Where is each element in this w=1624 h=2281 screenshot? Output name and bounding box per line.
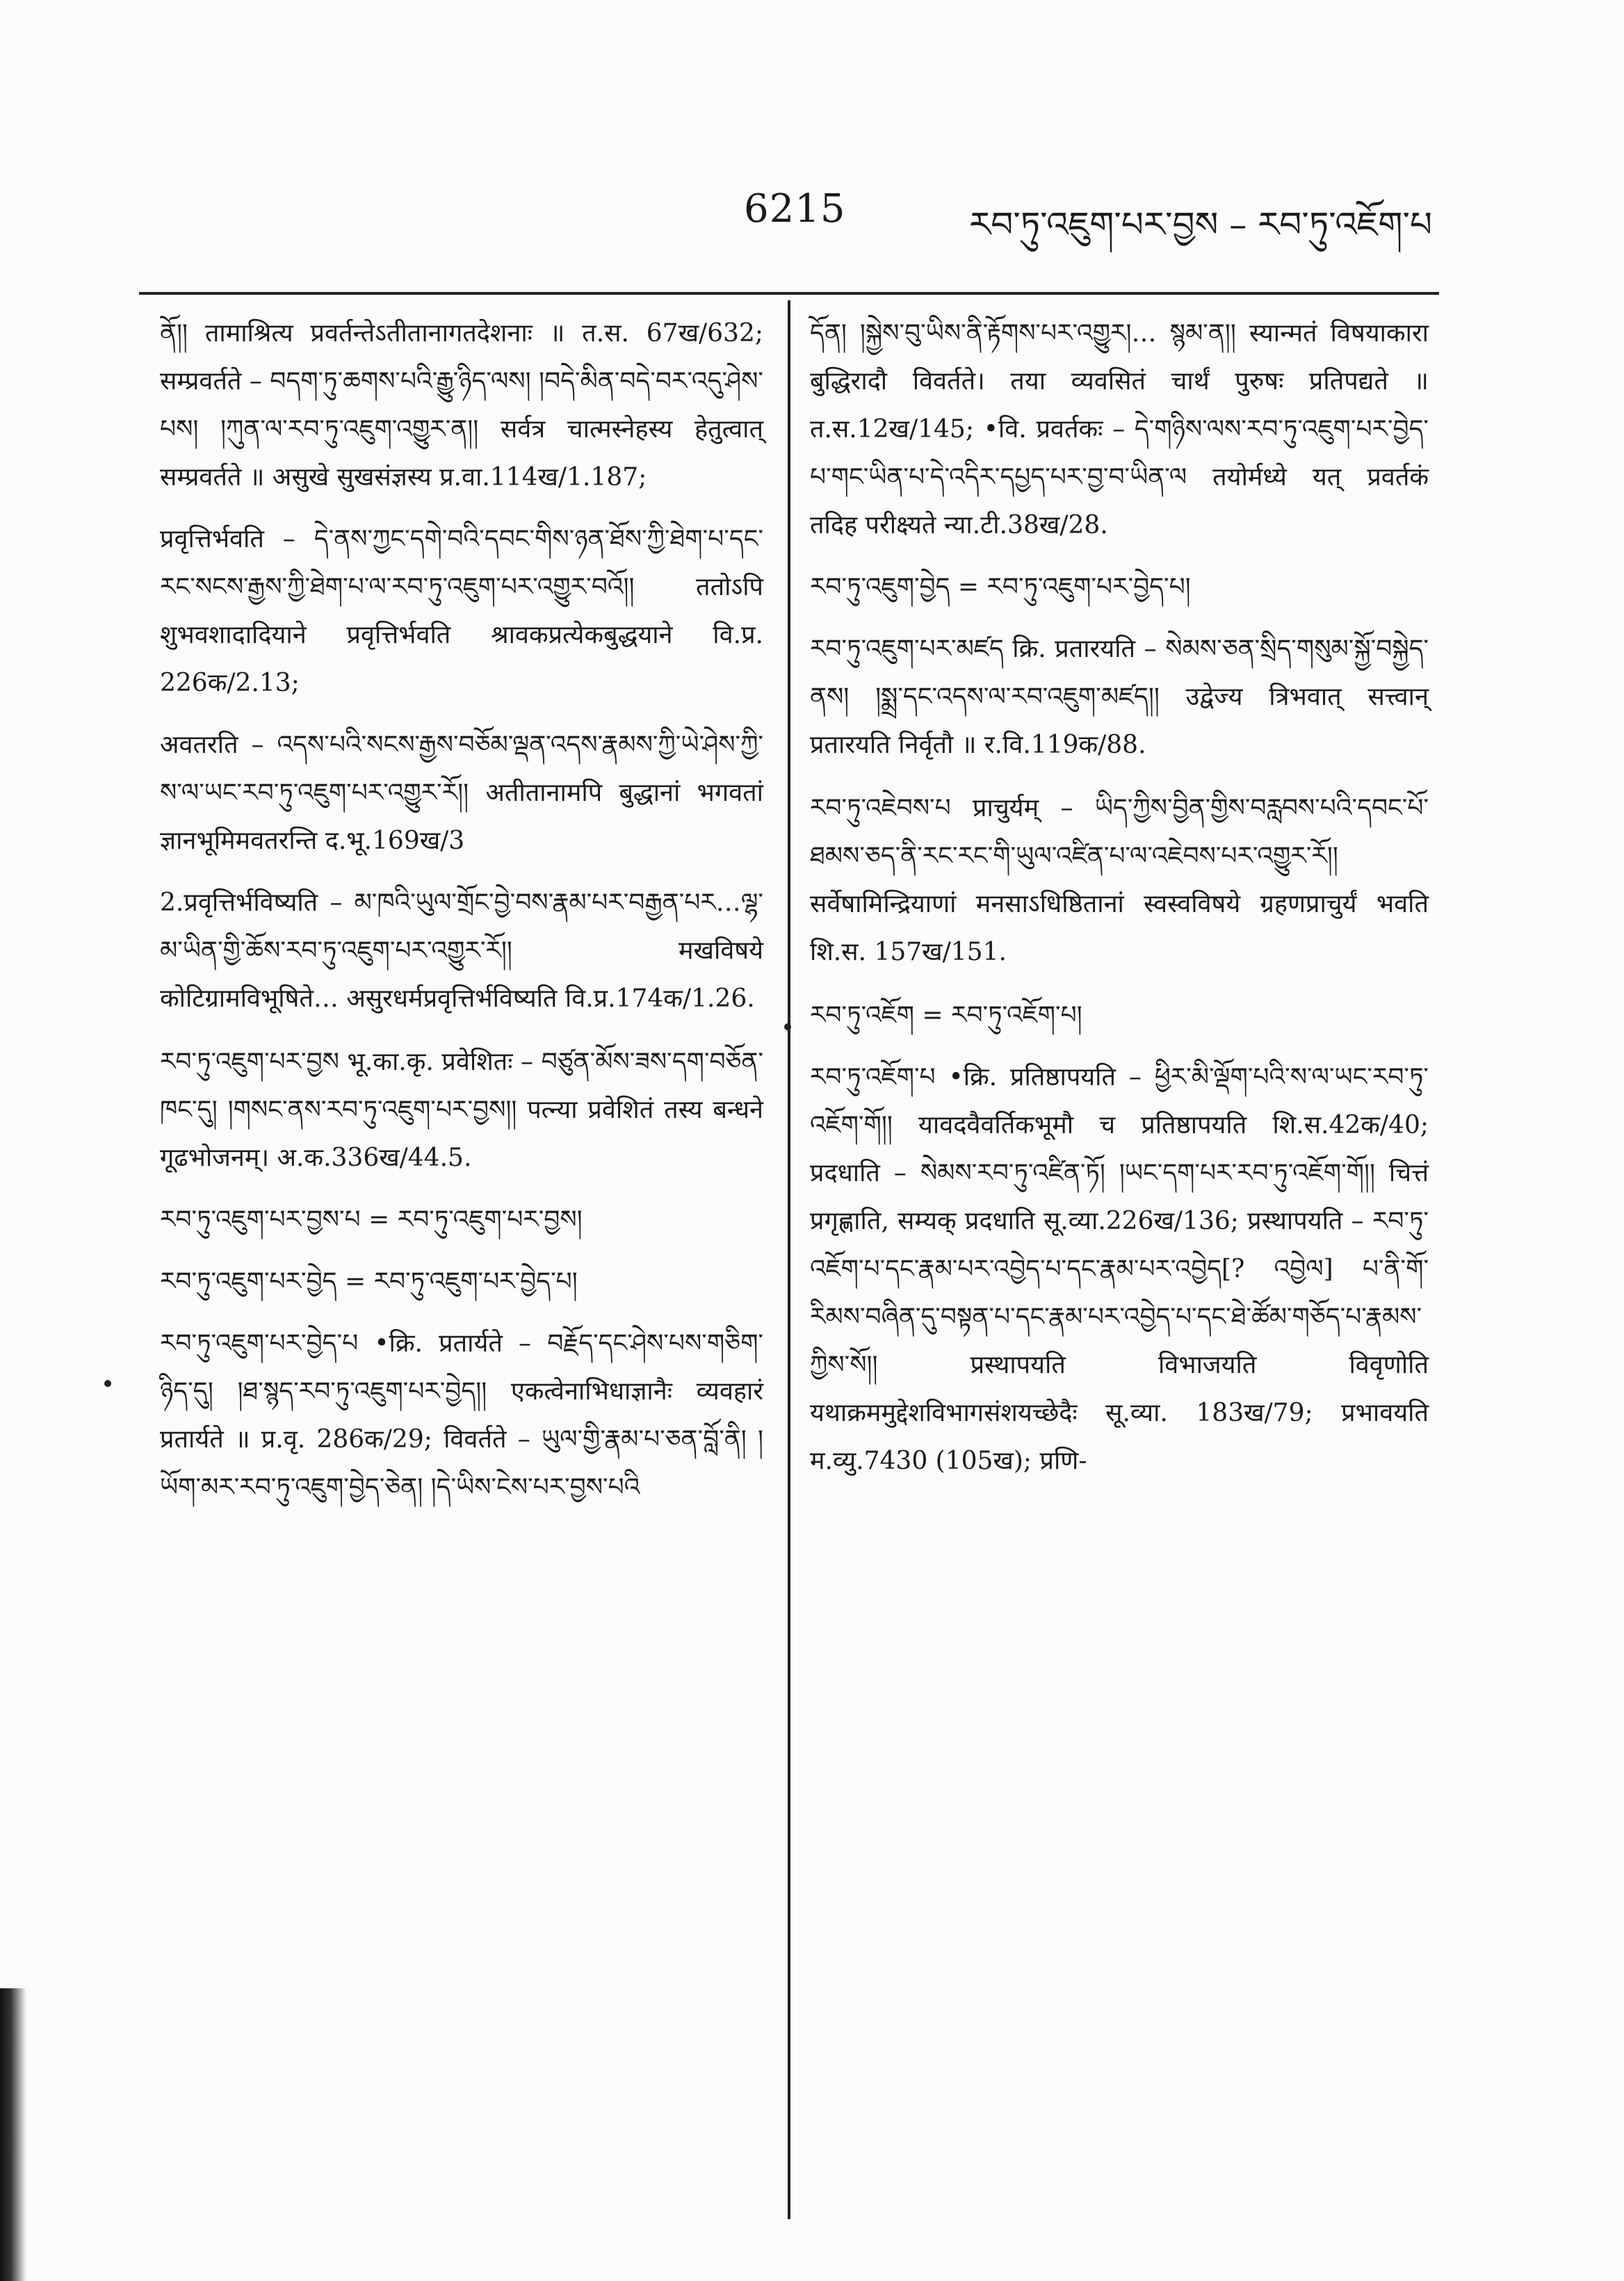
dictionary-entry: དོན། །སྐྱེས་བུ་ཡིས་ནི་རྟོགས་པར་འགྱུར།… སྙམ་ན།། स्यान्मतं विषयाकारा बुद्धिरादौ विवर्तते। तया व्यवसितं चार्थं पुरुषः प्रतिपद्यते ॥ त.स.12ख/145; •वि. प्रवर्तकः – དེ་གཉིས་ལས་རབ་ཏུ་འཇུག་པར་བྱེད་པ་གང་ཡིན་པ་དེ་འདིར་དཔྱད་པར་བྱ་བ་ཡིན་ལ तयोर्मध्ये यत् प्रवर्तकं तदिह परीक्ष्यते न्या.टी.38ख/28.	[810, 319, 1429, 539]
cross-reference-entry: རབ་ཏུ་འཇུག་པར་བྱས་པ = རབ་ཏུ་འཇུག་པར་བྱས།	[160, 1206, 583, 1234]
dictionary-entry: རབ་ཏུ་འཇུག་པར་བྱེད་པ •क्रि. प्रतार्यते – བརྗོད་དང་ཤེས་པས་གཅིག་ཉིད་དུ། །ཐ་སྙད་རབ་ཏུ་འཇུག་པར་བྱེད།། एकत्वेनाभिधाज्ञानैः व्यवहारं प्रतार्यते ॥ प्र.वृ. 286क/29; विवर्तते – ཡུལ་གྱི་རྣམ་པ་ཅན་བློ་ནི། །ཡོག་མར་རབ་ཏུ་འཇུག་བྱེད་ཅེན། །དེ་ཡིས་ངེས་པར་བྱས་པའི	[160, 1329, 763, 1502]
column-divider	[788, 300, 790, 2219]
header-rule	[139, 292, 1439, 295]
page-number: 6215	[744, 186, 846, 232]
dictionary-entry: རབ་ཏུ་འཇུག་པར་བྱས भू.का.कृ. प्रवेशितः – བཙུན་མོས་ཟས་དག་བཅོན་ཁང་དུ། །གསང་ནས་རབ་ཏུ་འཇུག་པར་བྱས།། पत्न्या प्रवेशितं तस्य बन्धने गूढभोजनम्। अ.क.336ख/44.5.	[160, 1048, 763, 1172]
cross-reference-entry: རབ་ཏུ་འཇུག་བྱེད = རབ་ཏུ་འཇུག་པར་བྱེད་པ།	[810, 573, 1191, 601]
entry-bullet-mark	[104, 1380, 111, 1387]
dictionary-entry: རབ་ཏུ་འཇེབས་པ प्राचुर्यम् – ཡིད་ཀྱིས་བྱིན་གྱིས་བརླབས་པའི་དབང་པོ་ཐམས་ཅད་ནི་རང་རང་གི་ཡུལ་འཛིན་པ་ལ་འཇེབས་པར་འགྱུར་རོ།། सर्वेषामिन्द्रियाणां मनसाऽधिष्ठितानां स्वस्वविषये ग्रहणप्राचुर्यं भवति शि.स. 157ख/151.	[810, 794, 1429, 966]
cross-reference-entry: རབ་ཏུ་འཇུག་པར་བྱེད = རབ་ཏུ་འཇུག་པར་བྱེད་པ།	[160, 1267, 578, 1296]
dictionary-entry: རབ་ཏུ་འཇོག་པ •क्रि. प्रतिष्ठापयति – ཕྱིར་མི་ལྡོག་པའི་ས་ལ་ཡང་རབ་ཏུ་འཇོག་གོ།། यावदवैवर्तिकभूमौ च प्रतिष्ठापयति शि.स.42क/40; प्रदधाति – སེམས་རབ་ཏུ་འཛིན་ཏོ། །ཡང་དག་པར་རབ་ཏུ་འཇོག་གོ།། चित्तं प्रगृह्णाति, सम्यक् प्रदधाति सू.व्या.226ख/136; प्रस्थापयति – རབ་ཏུ་འཇོག་པ་དང་རྣམ་པར་འབྱེད་པ་དང་རྣམ་པར་འབྱེད[? འབྱེལ] པ་ནི་གོ་རིམས་བཞིན་དུ་བསྟན་པ་དང་རྣམ་པར་འབྱེད་པ་དང་ཐེ་ཚོམ་གཅོད་པ་རྣམས་ཀྱིས་སོ།། प्रस्थापयति विभाजयति विवृणोति यथाक्रममुद्देशविभागसंशयच्छेदैः सू.व्या. 183ख/79; प्रभावयति म.व्यु.7430 (105ख); प्रणि-	[810, 1063, 1429, 1475]
dictionary-entry: प्रवृत्तिर्भवति – དེ་ནས་ཀྱང་དགེ་བའི་དབང་གིས་ཉན་ཐོས་ཀྱི་ཐེག་པ་དང་རང་སངས་རྒྱས་ཀྱི་ཐེག་པ་ལ་རབ་ཏུ་འཇུག་པར་འགྱུར་བའོ།། ततोऽपि शुभवशादादियाने प्रवृत्तिर्भवति श्रावकप्रत्येकबुद्धयाने वि.प्र. 226क/2.13;	[160, 525, 763, 697]
right-column	[810, 309, 1429, 1499]
running-head: རབ་ཏུ་འཇུག་པར་བྱས – རབ་ཏུ་འཇོག་པ	[969, 204, 1432, 245]
scan-edge-shadow	[0, 1988, 26, 2281]
dictionary-entry: ནོ།། तामाश्रित्य प्रवर्तन्तेऽतीतानागतदेशनाः ॥ त.स. 67ख/632; सम्प्रवर्तते – བདག་ཏུ་ཆགས་པའི་རྒྱུ་ཉིད་ལས། །བདེ་མིན་བདེ་བར་འདུ་ཤེས་པས། །ཀུན་ལ་རབ་ཏུ་འཇུག་འགྱུར་ན།། सर्वत्र चात्मस्नेहस्य हेतुत्वात् सम्प्रवर्तते ॥ असुखे सुखसंज्ञस्य प्र.वा.114ख/1.187;	[160, 319, 763, 492]
dictionary-entry: རབ་ཏུ་འཇུག་པར་མཛད क्रि. प्रतारयति – སེམས་ཅན་སྲིད་གསུམ་སྐྱོ་བསྐྱེད་ནས། །སྨྲ་དང་འདས་ལ་རབ་འཇུག་མཛད།། उद्वेज्य त्रिभवात् सत्त्वान् प्रतारयति निर्वृतौ ॥ र.वि.119क/88.	[810, 635, 1429, 759]
cross-reference-entry: རབ་ཏུ་འཇོག = རབ་ཏུ་འཇོག་པ།	[810, 1001, 1082, 1030]
dictionary-entry: अवतरति – འདས་པའི་སངས་རྒྱས་བཅོམ་ལྡན་འདས་རྣམས་ཀྱི་ཡེ་ཤེས་ཀྱི་ས་ལ་ཡང་རབ་ཏུ་འཇུག་པར་འགྱུར་རོ།། अतीतानामपि बुद्धानां भगवतां ज्ञानभूमिमवतरन्ति द.भू.169ख/3	[160, 731, 763, 855]
left-column	[160, 309, 763, 1525]
entry-bullet-mark	[784, 1023, 791, 1030]
dictionary-entry: 2.प्रवृत्तिर्भविष्यति – མ་ཁའི་ཡུལ་གྲོང་བྱེ་བས་རྣམ་པར་བརྒྱན་པར…ལྷ་མ་ཡིན་གྱི་ཆོས་རབ་ཏུ་འཇུག་པར་འགྱུར་རོ།། मखविषये कोटिग्रामविभूषिते… असुरधर्मप्रवृत्तिर्भविष्यति वि.प्र.174क/1.26.	[160, 888, 763, 1013]
